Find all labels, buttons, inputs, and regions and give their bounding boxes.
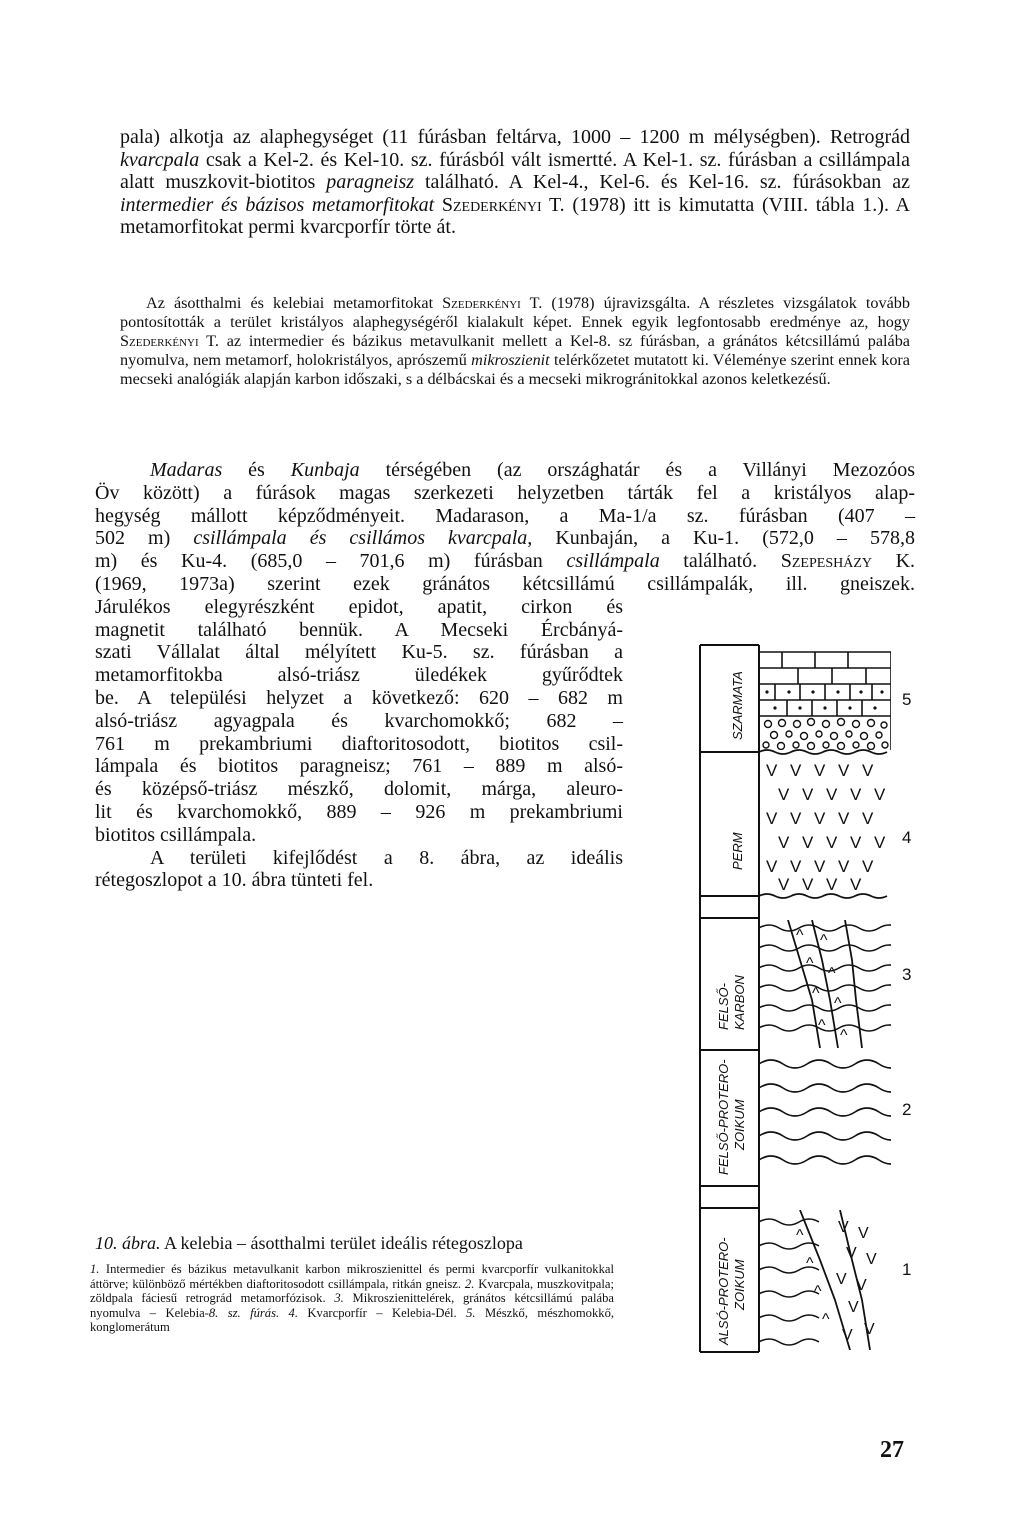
- legend-text: Kvarcporfír – Kelebia-Dél.: [298, 1305, 467, 1320]
- metavolcanic-caret-symbol: ^: [806, 1255, 814, 1272]
- italic-term: kvarcpala: [120, 148, 200, 171]
- legend-text: Mikroszienittelérek, gránátos kétcsillámú palába nyomulva – Kelebia-: [90, 1291, 614, 1320]
- unit-number-4: 4: [902, 828, 912, 847]
- unconformity-line: [759, 894, 887, 898]
- italic-term: intermedier és bázisos metamorfitokat: [120, 193, 435, 216]
- unit-number-2: 2: [902, 1100, 912, 1119]
- text-run: lámpala és biotitos paragneisz; 761 – 889 m alsó-: [95, 755, 623, 778]
- unit-numbers: [902, 690, 911, 1279]
- porphyry-v-symbol: V: [814, 857, 826, 876]
- text-run: pala) alkotja az alaphegységet (11 fúrásban feltárva, 1000 – 1200 m mélységben). Retrográd: [120, 126, 910, 148]
- unit-4-porphyry: [766, 761, 886, 894]
- metavolcanic-v-symbol: V: [836, 1271, 847, 1288]
- porphyry-v-symbol: V: [862, 809, 874, 828]
- metavolcanic-v-symbol: V: [856, 1277, 867, 1294]
- italic-term: csillámpala és csillámos kvarcpala,: [193, 527, 533, 550]
- dyke-caret-symbol: ^: [818, 1017, 826, 1034]
- text-run: csak a Kel-2. és Kel-10. sz. fúrásból vált ismertté. A Kel-1. sz. fúrásban a csillámpala alatt muszkovit-biotitos: [120, 148, 910, 194]
- text-run: térségében (az országhatár és a Villányi Mezozóos: [359, 459, 915, 481]
- author-name: Szepesházy: [780, 550, 872, 573]
- text-run: Öv között) a fúrások magas szerkezeti helyzetben tárták fel a kristályos alap-: [95, 481, 915, 504]
- legend-text-italic: 8. sz. fúrás.: [208, 1305, 280, 1320]
- label-felso-karbon-1: FELSŐ-: [716, 983, 731, 1030]
- dyke-caret-symbol: ^: [806, 955, 814, 972]
- unit-number-3: 3: [902, 965, 912, 984]
- text-run: lit és kvarchomokkő, 889 – 926 m prekambriumi: [95, 800, 623, 823]
- porphyry-v-symbol: V: [766, 857, 778, 876]
- italic-term: Kunbaja: [290, 459, 360, 481]
- legend-number: 5.: [466, 1305, 476, 1320]
- page-number: 27: [880, 1437, 904, 1463]
- porphyry-v-symbol: V: [826, 785, 838, 804]
- metavolcanic-caret-symbol: ^: [822, 1311, 830, 1328]
- unit-labels: [716, 671, 747, 1346]
- dyke-caret-symbol: ^: [796, 927, 804, 944]
- porphyry-v-symbol: V: [826, 875, 838, 894]
- text-run: metamorfitokba alsó-triász üledékek gyűrődtek: [95, 664, 623, 687]
- legend-text: Kvarcpala, muszkovitpala; zöldpala fáciesű retrográd metamorfózisok.: [90, 1276, 614, 1305]
- metavolcanic-v-symbol: V: [838, 1219, 849, 1236]
- text-run: 761 m prekambriumi diaftoritosodott, biotitos csil-: [95, 732, 623, 755]
- porphyry-v-symbol: V: [802, 875, 814, 894]
- label-perm: PERM: [730, 832, 745, 870]
- text-run: szati Vállalat által mélyített Ku-5. sz. fúrásban a: [95, 641, 623, 664]
- legend-text: Mészkő, mészhomokkő, konglomerátum: [90, 1305, 615, 1334]
- text-run: található. A Kel-4., Kel-6. és Kel-16. sz. fúrásokban az: [414, 171, 910, 194]
- unit-1-volcanic-symbols: [796, 1219, 877, 1344]
- italic-term: paragneisz: [326, 171, 415, 194]
- text-run: magnetit található bennük. A Mecseki Ércbányá-: [95, 618, 623, 641]
- text-run: (1969, 1973a) szerint ezek gránátos kétcsillámú csillámpalák, ill. gneiszek.: [95, 572, 915, 595]
- porphyry-v-symbol: V: [838, 761, 850, 780]
- porphyry-v-symbol: V: [850, 833, 862, 852]
- porphyry-v-symbol: V: [802, 785, 814, 804]
- label-felso-karbon-2: KARBON: [732, 975, 747, 1030]
- unconformity-line: [759, 750, 887, 754]
- text-run: A területi kifejlődést a 8. ábra, az ideális: [150, 846, 623, 869]
- text-run: Kunbaján, a Ku-1. (572,0 – 578,8: [532, 527, 915, 550]
- dyke-caret-symbol: ^: [828, 965, 836, 982]
- text-run: telérkőzetet mutatott ki. Véleménye szerint ennek kora mecseki analógiák alapján karbon időszaki, s a délbácskai és a mecseki mikrogránitokkal azonos keletkezésű.: [120, 350, 910, 388]
- text-run: 502 m): [95, 527, 194, 550]
- italic-term: Madaras: [150, 459, 223, 481]
- porphyry-v-symbol: V: [838, 857, 850, 876]
- porphyry-v-symbol: V: [862, 761, 874, 780]
- porphyry-v-symbol: V: [850, 875, 862, 894]
- label-also-proterozoikum-2: ZOIKUM: [732, 1259, 747, 1310]
- porphyry-v-symbol: V: [790, 761, 802, 780]
- porphyry-v-symbol: V: [790, 809, 802, 828]
- label-felso-proterozoikum-2: ZOIKUM: [732, 1099, 747, 1150]
- label-szarmata: SZARMATA: [730, 671, 745, 740]
- italic-term: csillámpala: [566, 550, 660, 573]
- porphyry-v-symbol: V: [814, 809, 826, 828]
- porphyry-v-symbol: V: [802, 833, 814, 852]
- text-run: T. (1978) újravizsgálta. A részletes vizsgálatok tovább pontosították a terület kristályos alaphegységéről kialakult képet. Ennek egyik legfontosabb eredménye az, hogy: [120, 294, 910, 331]
- legend-text: Intermedier és bázikus metavulkanit karbon mikroszienittel és permi kvarcporfír vulkanitokkal áttörve; különböző mértékben diaftoritosodott csillámpala, ritkán gneisz.: [90, 1262, 614, 1291]
- porphyry-v-symbol: V: [874, 833, 886, 852]
- author-name: Szederkényi: [441, 193, 542, 216]
- unit-1-metavolcanic-schist: [759, 1210, 870, 1350]
- figure-title: A kelebia – ásotthalmi terület ideális rétegoszlopa: [160, 1233, 523, 1253]
- text-run: Az ásotthalmi és kelebiai metamorfitokat: [146, 294, 443, 312]
- conglomerate-pebbles: [763, 719, 888, 750]
- porphyry-v-symbol: V: [874, 785, 886, 804]
- text-run: biotitos csillámpala.: [95, 823, 257, 846]
- text-run: T. az intermedier és bázikus metavulkanit mellett a Kel-8. sz fúrásban, a gránátos kétcsillámú palába nyomulva, nem metamorf, holokristályos, aprószemű: [120, 331, 910, 369]
- text-run: rétegoszlopot a 10. ábra tünteti fel.: [95, 869, 374, 892]
- italic-term: mikroszienit: [471, 350, 550, 369]
- dyke-caret-symbol: ^: [820, 932, 828, 949]
- label-felso-proterozoikum-1: FELSŐ-PROTERO-: [716, 1059, 731, 1175]
- porphyry-v-symbol: V: [778, 785, 790, 804]
- porphyry-v-symbol: V: [790, 857, 802, 876]
- text-run: m) és Ku-4. (685,0 – 701,6 m) fúrásban: [95, 550, 567, 573]
- unit-number-1: 1: [902, 1260, 912, 1279]
- unit-5-limestone-conglomerate: [759, 652, 891, 750]
- text-run: K.: [871, 550, 916, 573]
- porphyry-v-symbol: V: [814, 761, 826, 780]
- author-name: Szederkényi: [120, 331, 199, 350]
- legend-number: 3.: [334, 1291, 344, 1305]
- porphyry-v-symbol: V: [862, 857, 874, 876]
- porphyry-v-symbol: V: [766, 809, 778, 828]
- unit-number-5: 5: [902, 690, 912, 709]
- porphyry-v-symbol: V: [850, 785, 862, 804]
- dyke-caret-symbol: ^: [834, 995, 842, 1012]
- legend-number: 1.: [90, 1262, 100, 1276]
- text-run: T. (1978) itt is kimutatta (VIII. tábla 1.). A metamorfitokat permi kvarcporfír törte át.: [120, 193, 910, 239]
- text-run: Járulékos elegyrészként epidot, apatit, cirkon és: [95, 595, 623, 618]
- label-also-proterozoikum-1: ALSÓ-PROTERO-: [716, 1237, 731, 1345]
- porphyry-v-symbol: V: [826, 833, 838, 852]
- metavolcanic-v-symbol: V: [866, 1251, 877, 1268]
- legend-number: 2.: [464, 1276, 475, 1291]
- unit-2-wavy-phyllite: [759, 1060, 903, 1164]
- dyke-caret-symbol: ^: [840, 1027, 848, 1044]
- text-run: be. A települési helyzet a következő: 620 – 682 m: [95, 686, 623, 709]
- text-run: és: [222, 459, 291, 481]
- unit-3-folded-schist-dykes: [759, 920, 899, 1048]
- metavolcanic-v-symbol: V: [864, 1321, 875, 1338]
- text-run: alsó-triász agyagpala és kvarchomokkő; 682 –: [95, 709, 623, 732]
- author-name: Szederkényi: [442, 294, 521, 312]
- dyke-caret-symbol: ^: [812, 985, 820, 1002]
- text-run: található.: [659, 550, 781, 573]
- text-run: és középső-triász mészkő, dolomit, márga, aleuro-: [95, 778, 623, 801]
- porphyry-v-symbol: V: [766, 761, 778, 780]
- porphyry-v-symbol: V: [778, 875, 790, 894]
- metavolcanic-caret-symbol: ^: [796, 1227, 804, 1244]
- figure-number: 10. ábra.: [95, 1233, 161, 1253]
- porphyry-v-symbol: V: [778, 833, 790, 852]
- metavolcanic-caret-symbol: ^: [814, 1283, 822, 1300]
- metavolcanic-v-symbol: V: [842, 1327, 853, 1344]
- porphyry-v-symbol: V: [838, 809, 850, 828]
- text-run: hegység mállott képződményeit. Madarason, a Ma-1/a sz. fúrásban (407 –: [95, 504, 915, 527]
- metavolcanic-v-symbol: V: [848, 1299, 859, 1316]
- legend-number: 4.: [279, 1305, 299, 1320]
- metavolcanic-v-symbol: V: [846, 1245, 857, 1262]
- metavolcanic-v-symbol: V: [858, 1225, 869, 1242]
